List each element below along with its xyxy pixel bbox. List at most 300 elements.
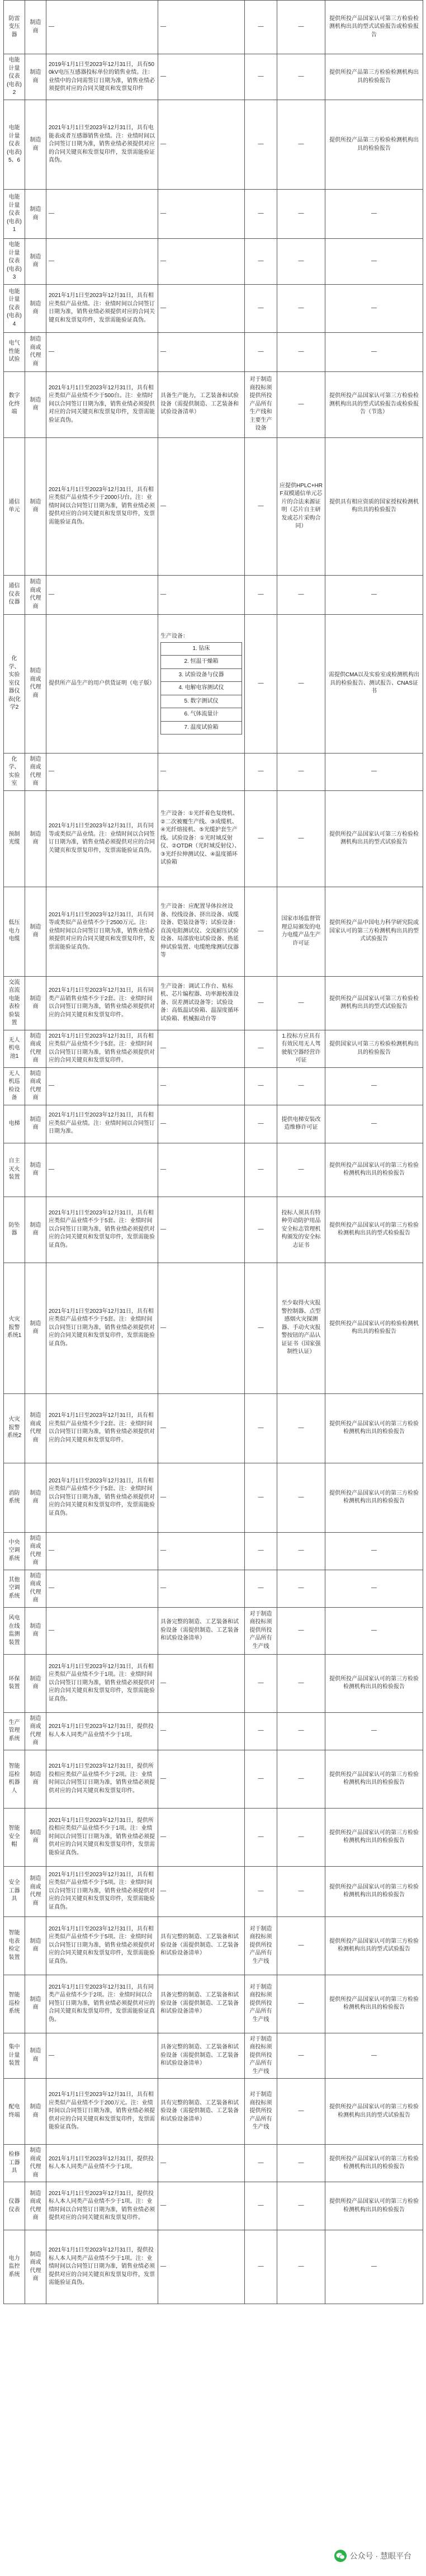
equipment-requirement-cell: — [158,1393,245,1463]
bidder-type-cell: 制造商 [25,1975,46,2033]
license-requirement-cell: — [277,1866,325,1916]
performance-requirement-cell: 2021年1月1日至2023年12月31日，提供投标人本人同类产品业绩不少于1项。 [46,2145,158,2182]
performance-requirement-cell: 2021年1月1日至2023年12月31日，提供所投相应类似产品业绩不少于2项。注：业绩时间以合同签订日期为准，销售业绩必须提供对应的合同关键页和发票复印件。 [46,1750,158,1808]
production-line-cell: — [245,1105,277,1143]
license-requirement-cell: 提供电梯安装改造维修许可证 [277,1105,325,1143]
license-requirement-cell: — [277,371,325,437]
test-report-cell: 提供所投产品中国电力科学研究院或国家认可的第三方检测机构出具的型式试验报告 [325,887,423,976]
performance-requirement-cell: 提供所产品生产的用户供货证明（电子版） [46,614,158,753]
license-requirement-cell: — [277,614,325,753]
production-line-cell: — [245,437,277,575]
equipment-name-cell: 电能计量仪表(电表)4 [4,284,25,332]
production-line-cell: 对于制造商投标须提供所投产品所有生产线 [245,2033,277,2079]
production-line-cell: 对于制造商投标须提供所投产品所有生产线 [245,2079,277,2145]
equipment-requirement-cell: — [158,1750,245,1808]
bidder-type-cell: 制造商 [25,2079,46,2145]
performance-requirement-cell: — [46,575,158,614]
table-row [4,887,423,976]
table-row [4,239,423,285]
bidder-type-cell: 制造商 [25,1143,46,1197]
equipment-requirement-cell: — [158,1,245,54]
equipment-name-cell: 电能计量仪表(电表)5、6 [4,100,25,190]
production-line-cell: — [245,1067,277,1105]
test-report-cell: 提供所投产品国家认可第三方检验检测机构出具的型式试验报告 [325,790,423,887]
table-row [4,1,423,54]
performance-requirement-cell: — [46,1607,158,1654]
license-requirement-cell: — [277,1654,325,1712]
license-requirement-cell: — [277,284,325,332]
table-row [4,753,423,790]
test-report-cell: 提供所投产品国家认可的第三方检验检测机构出具的检验报告 [325,1808,423,1866]
watermark-text: 公众号 · 慧眼平台 [349,2551,411,2560]
equipment-requirement-cell: — [158,100,245,190]
performance-requirement-cell: 2021年1月1日至2023年12月31日，具有相应类似产品业绩不少于5套。注：业绩时间以合同签订日期为准，销售业绩必须提供对应的合同关键页和发票复印件，发票需能验证真伪。 [46,1197,158,1263]
equipment-requirement-cell: — [158,1570,245,1607]
production-line-cell: — [245,790,277,887]
performance-requirement-cell: 2021年1月1日至2023年12月31日，具有相应类似产品业绩不少于200万元。注：业绩时间以合同签订日期为准，销售业绩必须提供对应的合同关键页和发票复印件，发票需能验证真伪。 [46,2079,158,2145]
equipment-requirement-cell: — [158,2230,245,2304]
table-row [4,437,423,575]
equipment-name-cell: 通信单元 [4,437,25,575]
production-line-cell: — [245,1143,277,1197]
bidder-type-cell: 制造商或代理商 [25,753,46,790]
production-line-cell: — [245,1750,277,1808]
table-row [4,1916,423,1975]
table-row [4,1866,423,1916]
table-row [4,1570,423,1607]
equipment-requirement-cell: 生产设备：①光纤着色复绕机、②二次被覆生产线、③成缆机、④光纤熔接机、⑤光缆护套生产线。试验设备：①光时域反射仪、②OTDR（光时域反射仪）、③光纤拉伸测试仪、④温度循环试验箱 [158,790,245,887]
equipment-requirement-cell: — [158,2182,245,2230]
license-requirement-cell: 投标人须具有特种劳动防护用品安全标志管理机构颁发的安全标志证书 [277,1197,325,1263]
test-report-cell: — [325,239,423,285]
production-line-cell: — [245,1,277,54]
performance-requirement-cell: — [46,753,158,790]
test-report-cell: — [325,2230,423,2304]
qualification-requirements-document [3,0,423,2304]
bidder-type-cell: 制造商或代理商 [25,1030,46,1067]
test-report-cell: 提供所投产品国家认可第三方检验检测机构出具的型式试验报告或检验报告 [325,1,423,54]
production-line-cell: — [245,1654,277,1712]
license-requirement-cell: 应提供HPLC+HRF双模通信单元芯片的合法来源证明（芯片自主研发或芯片采购合同） [277,437,325,575]
table-row [4,2182,423,2230]
production-line-cell: — [245,1197,277,1263]
table-row [4,1393,423,1463]
performance-requirement-cell: — [46,332,158,371]
license-requirement-cell: — [277,2230,325,2304]
license-requirement-cell: — [277,2182,325,2230]
equipment-requirement-cell: — [158,190,245,239]
performance-requirement-cell: 2021年1月1日至2023年12月31日，提供所投相应类似产品业绩不少于1项。注：业绩时间以合同签订日期为准，销售业绩必须提供对应的合同关键页和发票复印件，发票需能验证真伪。 [46,1808,158,1866]
equipment-requirement-cell: 具备完整的制造、工艺装备和试验设备（需提供制造、工艺装备和试验设备清单） [158,1607,245,1654]
equipment-requirement-cell: — [158,1808,245,1866]
equipment-requirement-cell: 具备完整的制造、工艺装备和试验设备（需提供制造、工艺装备和试验设备清单） [158,1975,245,2033]
bidder-type-cell: 制造商 [25,54,46,100]
test-report-cell: — [325,332,423,371]
table-row [4,284,423,332]
test-report-cell: 提供所投产品国家认可的第三方检验检测机构出具的检验报告 [325,1866,423,1916]
license-requirement-cell: — [277,1143,325,1197]
license-requirement-cell: 1.投标方应具有有效民用无人驾驶航空器经营许可证 [277,1030,325,1067]
performance-requirement-cell: 2021年1月1日至2023年12月31日，具有同类产品销售业绩不少于2套。注：业绩时间以合同签订日期为准，销售业绩必须提供对应的合同关键页和发票复印件。 [46,976,158,1030]
performance-requirement-cell: 2019年1月1日至2023年12月31日，具有500kV电压互感器投标单位的销售业绩。注：业绩中的合同需签订日期为准，销售业绩必须提供对应的合同关键页和发票复印件 [46,54,158,100]
equipment-name-cell: 电力监控系统 [4,2230,25,2304]
table-row [4,100,423,190]
equipment-list-table [160,642,242,735]
qualification-table-body [4,1,423,2304]
license-requirement-cell: — [277,1,325,54]
test-report-cell: — [325,284,423,332]
production-line-cell: — [245,1808,277,1866]
equipment-name-cell: 智能安全帽 [4,1808,25,1866]
performance-requirement-cell: 2021年1月1日至2023年12月31日，提供投标人本人同类产品业绩不少于1项。注：业绩时间以合同签订日期为准，销售业绩必须提供对应的合同关键页和发票复印件。 [46,2182,158,2230]
bidder-type-cell: 制造商或代理商 [25,1532,46,1570]
production-line-cell: — [245,1463,277,1532]
table-row [4,614,423,753]
equipment-requirement-cell: — [158,1143,245,1197]
equipment-requirement-cell: — [158,437,245,575]
license-requirement-cell: 国家市场监督管理总局颁发的电力电缆产品生产许可证 [277,887,325,976]
bidder-type-cell: 制造商 [25,2033,46,2079]
license-requirement-cell: 至少取得火灾报警控制器、点型感烟火灾探测器、手动火灾报警按钮的产品认证证书（国家强制性认证） [277,1263,325,1393]
license-requirement-cell: — [277,753,325,790]
bidder-type-cell: 制造商 [25,1463,46,1532]
production-line-cell: 对于制造商投标须提供所投产品所有生产线 [245,1916,277,1975]
production-line-cell: — [245,753,277,790]
production-line-cell: — [245,2182,277,2230]
equipment-list-item: 2. 恒温干燥箱 [161,656,242,669]
table-row [4,2079,423,2145]
performance-requirement-cell: 2021年1月1日至2023年12月31日，具有相应类似产品业绩不少于2套。注：业绩时间以合同签订日期为准，销售业绩必须提供对应的合同关键页和发票复印件。 [46,1393,158,1463]
license-requirement-cell: — [277,1916,325,1975]
table-row [4,1607,423,1654]
license-requirement-cell: — [277,190,325,239]
license-requirement-cell: — [277,1712,325,1750]
license-requirement-cell: — [277,239,325,285]
equipment-requirement-cell: — [158,1197,245,1263]
production-line-cell: — [245,190,277,239]
bidder-type-cell: 制造商 [25,1607,46,1654]
equipment-name-cell: 中央空调系统 [4,1532,25,1570]
test-report-cell: 提供所投产品国家认可的第三方检验检测机构出具的检验报告 [325,2182,423,2230]
production-line-cell: — [245,1532,277,1570]
bidder-type-cell: 制造商或代理商 [25,1067,46,1105]
table-row [4,976,423,1030]
test-report-cell: 提供所投产品第三方检验检测机构出具的检验报告 [325,54,423,100]
equipment-name-cell: 电梯 [4,1105,25,1143]
bidder-type-cell: 制造商 [25,1105,46,1143]
equipment-requirement-cell: — [158,1654,245,1712]
equipment-requirement-cell: — [158,1067,245,1105]
license-requirement-cell: — [277,100,325,190]
equipment-name-cell: 电能计量仪表(电表)1 [4,190,25,239]
equipment-requirement-cell: — [158,54,245,100]
license-requirement-cell: — [277,1750,325,1808]
equipment-name-cell: 其他空调系统 [4,1570,25,1607]
production-line-cell: — [245,1263,277,1393]
equipment-requirement-cell [158,614,245,753]
table-row [4,1263,423,1393]
equipment-list-item: 4. 电解电容测试仪 [161,682,242,695]
license-requirement-cell: — [277,1532,325,1570]
bidder-type-cell: 制造商 [25,284,46,332]
license-requirement-cell: — [277,2033,325,2079]
equipment-name-cell: 火灾报警系统2 [4,1393,25,1463]
equipment-name-cell: 配电终端 [4,2079,25,2145]
license-requirement-cell: — [277,976,325,1030]
performance-requirement-cell: 2021年1月1日至2023年12月31日，具有电能表或者互感器销售业绩。注：业绩时间以合同签订日期为准，销售业绩必须提供对应的合同关键页和发票复印件，发票需能验证真伪。 [46,100,158,190]
license-requirement-cell: — [277,1570,325,1607]
test-report-cell: — [325,575,423,614]
bidder-type-cell: 制造商 [25,1,46,54]
bidder-type-cell: 制造商或代理商 [25,2182,46,2230]
equipment-name-cell: 智能巡检机器人 [4,1750,25,1808]
table-row [4,790,423,887]
equipment-name-cell: 化学、实验室仪器仪表(化学2 [4,614,25,753]
test-report-cell: — [325,753,423,790]
table-row [4,1808,423,1866]
table-row [4,1030,423,1067]
production-line-cell: — [245,284,277,332]
equipment-name-cell: 电气性能试验 [4,332,25,371]
equipment-list-item: 5. 数字测试仪 [161,695,242,708]
performance-requirement-cell: — [46,1067,158,1105]
bidder-type-cell: 制造商 [25,437,46,575]
bidder-type-cell: 制造商 [25,887,46,976]
table-row [4,1067,423,1105]
equipment-name-cell: 火灾报警系统1 [4,1263,25,1393]
test-report-cell: — [325,1067,423,1105]
equipment-requirement-cell: 具备生产能力，工艺装备和试验设备（需提供制造、工艺装备和试验设备清单） [158,371,245,437]
equipment-requirement-cell: — [158,332,245,371]
equipment-requirement-cell: — [158,1263,245,1393]
table-row [4,1975,423,2033]
bidder-type-cell: 制造商或代理商 [25,2230,46,2304]
test-report-cell: 提供所投产品国家认可的第三方检验检测机构出具的型式试验报告 [325,2079,423,2145]
performance-requirement-cell: 2021年1月1日至2023年12月31日，具有相应类似产品业绩不少于5套。注：业绩时间以合同签订日期为准，销售业绩必须提供对应的合同关键页和发票复印件，发票需能验证真伪。 [46,1463,158,1532]
license-requirement-cell: — [277,1808,325,1866]
equipment-name-cell: 环保装置 [4,1654,25,1712]
production-line-cell: — [245,2230,277,2304]
performance-requirement-cell: — [46,2033,158,2079]
table-row [4,1750,423,1808]
equipment-requirement-cell: — [158,1712,245,1750]
test-report-cell: 提供具有相应资质的国家授权检测机构出具的检验报告 [325,437,423,575]
bidder-type-cell: 制造商 [25,1197,46,1263]
bidder-type-cell: 制造商 [25,1750,46,1808]
performance-requirement-cell: 2021年1月1日至2023年12月31日，具有相应类似产品业绩不少于2000只/台。注：业绩时间以合同签订日期为准，销售业绩必须提供对应的合同关键页和发票复印件，发票需能验证真伪。 [46,437,158,575]
equipment-requirement-cell: — [158,2145,245,2182]
test-report-cell: — [325,1607,423,1654]
equipment-name-cell: 低压电力电缆 [4,887,25,976]
performance-requirement-cell: 2021年1月1日至2023年12月31日，提供投标人本人同类产品业绩不少于1项。注：业绩时间以合同签订日期为准，销售业绩必须提供对应的合同关键页和发票复印件，发票需能验证真伪。 [46,2230,158,2304]
wechat-logo-icon [334,2550,347,2562]
bidder-type-cell: 制造商 [25,371,46,437]
equipment-requirement-cell: — [158,575,245,614]
test-report-cell: 提供国家认可第三方检验检测机构出具的检验报告 [325,1030,423,1067]
equipment-name-cell: 消防系统 [4,1463,25,1532]
production-line-cell: 对于制造商投标须提供所投产品所有生产线 [245,1607,277,1654]
equipment-name-cell: 通信仪表仪器 [4,575,25,614]
equipment-name-cell: 风电在线监测装置 [4,1607,25,1654]
equipment-name-cell: 电能计量仪表(电表)2 [4,54,25,100]
test-report-cell: 提供所投产品国家认可的第三方检验检测机构出具的检验报告 [325,1750,423,1808]
equipment-name-cell: 智能巡检系统 [4,1975,25,2033]
production-line-cell: — [245,887,277,976]
table-row [4,332,423,371]
equipment-requirement-cell: — [158,753,245,790]
equipment-name-cell: 自主灭火装置 [4,1143,25,1197]
equipment-requirement-cell: — [158,1030,245,1067]
equipment-requirement-cell: — [158,1463,245,1532]
table-row [4,1712,423,1750]
test-report-cell: 提供所投产品第三方检验检测机构出具的检验报告 [325,100,423,190]
production-line-cell: — [245,575,277,614]
test-report-cell: 提供所投产品国家认可的第三方检验检测机构出具的检验报告 [325,1654,423,1712]
equipment-name-cell: 仪器仪表 [4,2182,25,2230]
test-report-cell: 提供所投产品国家认可的第三方检验检测机构出具的检验报告 [325,1975,423,2033]
test-report-cell: 提供所投产品国家认可第三方检验检测机构出具的型式试验报告或检验报告（节选） [325,371,423,437]
equipment-name-cell: 无人机巡检设备 [4,1067,25,1105]
license-requirement-cell: — [277,1393,325,1463]
license-requirement-cell: — [277,1975,325,2033]
table-row [4,1463,423,1532]
equipment-name-cell: 安全工器具 [4,1866,25,1916]
bidder-type-cell: 制造商或代理商 [25,1712,46,1750]
equipment-name-cell: 生产管理系统 [4,1712,25,1750]
license-requirement-cell: — [277,790,325,887]
table-row [4,2230,423,2304]
equipment-name-cell: 智能电表检定装置 [4,1916,25,1975]
equipment-list-item: 3. 试验设备与仪器 [161,668,242,682]
table-row [4,2033,423,2079]
equipment-requirement-cell: 具有完整的制造、工艺装备和试验设备（需提供制造、工艺装备和试验设备清单） [158,2079,245,2145]
bidder-type-cell: 制造商 [25,190,46,239]
production-line-cell: — [245,976,277,1030]
performance-requirement-cell: — [46,1143,158,1197]
equipment-requirement-cell: 生产设备：调试工作台、贴标机、芯片编程器、功率源校准设备、误差测试设备等；试验设备：高低温试验箱、温湿度循环试验箱、机械振动台等 [158,976,245,1030]
production-line-cell: 对于制造商投标须提供所投产品所有生产线和主要生产设备 [245,371,277,437]
equipment-name-cell: 集中计量装置 [4,2033,25,2079]
performance-requirement-cell: — [46,1570,158,1607]
license-requirement-cell: — [277,2079,325,2145]
equipment-name-cell: 交流直流电能表检验装置 [4,976,25,1030]
performance-requirement-cell: 2021年1月1日至2023年12月31日，具有相应类似产品业绩不少于500台。注：业绩时间以合同签订日期为准，销售业绩必须提供对应的合同关键页和发票复印件，发票需能验证真伪。 [46,371,158,437]
production-line-cell: — [245,332,277,371]
performance-requirement-cell: 2021年1月1日至2023年12月31日，具有相应类似产品业绩不少于5套。注：业绩时间以合同签订日期为准，销售业绩必须提供对应的合同关键页和发票复印件，发票需能验证真伪。 [46,1263,158,1393]
table-row [4,575,423,614]
table-row [4,1197,423,1263]
performance-requirement-cell: 2021年1月1日至2023年12月31日，具有同等或类似产品业绩。注：业绩时间以合同签订日期为准，销售业绩必须提供对应的合同关键页和发票复印件，发票需能验证真伪。 [46,790,158,887]
equipment-list-heading: 生产设备： [160,633,188,639]
equipment-name-cell: 化学、实验室 [4,753,25,790]
equipment-requirement-cell: 具有完整的制造、工艺装备和试验设备（需提供制造、工艺装备和试验设备清单） [158,1916,245,1975]
performance-requirement-cell: 2021年1月1日至2023年12月31日，具有同类产品业绩不少于2项。注：业绩时间以合同签订日期为准，销售业绩必须提供对应的合同关键页和发票复印件，发票需能验证真伪。 [46,1975,158,2033]
performance-requirement-cell: — [46,239,158,285]
test-report-cell: 提供所投产品国家认可第三方检验检测机构出具的型式试验报告 [325,976,423,1030]
license-requirement-cell: — [277,332,325,371]
test-report-cell: — [325,190,423,239]
equipment-requirement-cell: — [158,239,245,285]
test-report-cell: — [325,1105,423,1143]
table-row [4,1105,423,1143]
bidder-type-cell: 制造商或代理商 [25,1866,46,1916]
production-line-cell: — [245,54,277,100]
table-row [4,2145,423,2182]
production-line-cell: — [245,1866,277,1916]
equipment-list-item: 6. 气体流量计 [161,708,242,722]
performance-requirement-cell: 2021年1月1日至2023年12月31日，具有相应类似产品业绩。注：业绩时间以合同签订日期为准。 [46,1105,158,1143]
equipment-requirement-cell: — [158,1532,245,1570]
performance-requirement-cell: 2021年1月1日至2023年12月31日，提供投标人本人同类产品业绩不少于1项。 [46,1712,158,1750]
equipment-name-cell: 防坠器 [4,1197,25,1263]
bidder-type-cell: 制造商 [25,1654,46,1712]
test-report-cell: — [325,1532,423,1570]
performance-requirement-cell: — [46,1532,158,1570]
production-line-cell: — [245,1570,277,1607]
bidder-type-cell: 制造商 [25,1263,46,1393]
license-requirement-cell: — [277,1463,325,1532]
equipment-requirement-cell: 生产设备：应配置导体拉丝设备、绞线设备、挤出设备、成缆设备、铠装设备等；试验设备：直流电阻测试仪、交流耐压试验设备、局部放电试验设备、热延伸试验装置、电缆绝缘测试仪器等 [158,887,245,976]
bidder-type-cell: 制造商或代理商 [25,575,46,614]
table-row [4,371,423,437]
equipment-name-cell: 无人机电池1 [4,1030,25,1067]
bidder-type-cell: 制造商或代理商 [25,1570,46,1607]
production-line-cell: — [245,2145,277,2182]
license-requirement-cell: — [277,575,325,614]
equipment-requirement-cell: 具备完整的制造、工艺装备和试验设备（需提供制造、工艺装备和试验设备清单） [158,2033,245,2079]
production-line-cell: — [245,100,277,190]
table-row [4,1654,423,1712]
test-report-cell: 需提供CMA以及实验室或检测机构出具的检验报告、测试报告、CNAS证书 [325,614,423,753]
bidder-type-cell: 制造商 [25,790,46,887]
test-report-cell: 提供所投产品国家认可的第三方检验检测机构出具的检验报告 [325,1393,423,1463]
table-row [4,54,423,100]
license-requirement-cell: — [277,1067,325,1105]
performance-requirement-cell: 2021年1月1日至2023年12月31日，具有相应类似产品业绩不少于1项。注：业绩时间以合同签订日期为准，销售业绩必须提供对应的合同关键页和发票复印件，发票需能验证真伪。 [46,1654,158,1712]
qualification-table [3,0,423,2304]
equipment-name-cell: 预制光缆 [4,790,25,887]
equipment-name-cell: 防雷变压器 [4,1,25,54]
test-report-cell: — [325,1570,423,1607]
bidder-type-cell: 制造商 [25,1916,46,1975]
equipment-list-item: 1. 钻床 [161,642,242,656]
equipment-requirement-cell: — [158,1866,245,1916]
equipment-requirement-cell: — [158,284,245,332]
test-report-cell: 提供所投产品国家认可的第三方检验检测机构出具的型式试验报告 [325,1916,423,1975]
production-line-cell: — [245,1393,277,1463]
performance-requirement-cell: 2021年1月1日至2023年12月31日，具有相应类似产品业绩不少于5项。注：业绩时间以合同签订日期为准，销售业绩必须提供对应的合同关键页和发票复印件，发票需能验证真伪。 [46,1866,158,1916]
equipment-name-cell: 数字化终端 [4,371,25,437]
equipment-list-item: 7. 温度试验箱 [161,721,242,734]
production-line-cell: — [245,614,277,753]
bidder-type-cell: 制造商或代理商 [25,332,46,371]
test-report-cell: 提供所投产品国家认可的第三方检验检测机构出具的检验报告 [325,2145,423,2182]
performance-requirement-cell: — [46,1,158,54]
table-row [4,1143,423,1197]
test-report-cell: — [325,1712,423,1750]
bidder-type-cell: 制造商或代理商 [25,1393,46,1463]
bidder-type-cell: 制造商 [25,1808,46,1866]
license-requirement-cell: — [277,1607,325,1654]
table-row [4,190,423,239]
bidder-type-cell: 制造商或代理商 [25,614,46,753]
performance-requirement-cell: 2021年1月1日至2023年12月31日，具有同等或类似产品业绩不少于2500万元。注：业绩时间以合同签订日期为准，销售业绩必须提供对应的合同关键页和发票复印件，发票需能验证真伪。 [46,887,158,976]
table-row [4,1532,423,1570]
performance-requirement-cell: 2021年1月1日至2023年12月31日，具有相应类似产品业绩不少于5套。注：业绩时间以合同签订日期为准，销售业绩必须提供对应的合同关键页和发票复印件。 [46,1030,158,1067]
performance-requirement-cell: 2021年1月1日至2023年12月31日，具有相应类似产品业绩不少于5项。注：业绩时间以合同签订日期为准，销售业绩必须提供对应的合同关键页和发票复印件，发票需能验证真伪。 [46,1916,158,1975]
equipment-requirement-cell: — [158,1105,245,1143]
license-requirement-cell: — [277,54,325,100]
